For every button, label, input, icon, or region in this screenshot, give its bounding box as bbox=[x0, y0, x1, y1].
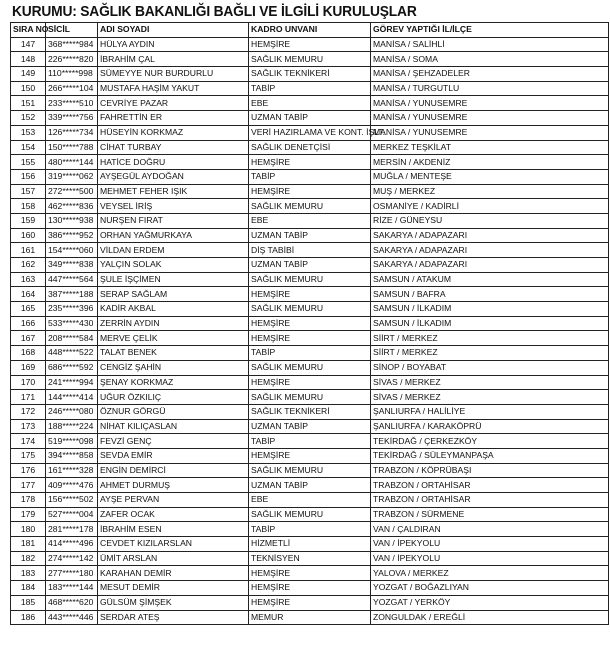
cell-gorev-yeri: ŞANLIURFA / HALİLİYE bbox=[371, 404, 609, 419]
cell-sira-no: 186 bbox=[11, 610, 46, 625]
cell-gorev-yeri: RİZE / GÜNEYSU bbox=[371, 213, 609, 228]
cell-sira-no: 182 bbox=[11, 551, 46, 566]
cell-adi-soyadi: VİLDAN ERDEM bbox=[98, 243, 249, 258]
cell-sicil: 480*****144 bbox=[46, 155, 98, 170]
cell-sicil: 527*****004 bbox=[46, 507, 98, 522]
cell-adi-soyadi: FEVZİ GENÇ bbox=[98, 434, 249, 449]
cell-kadro-unvani: TABİP bbox=[249, 346, 371, 361]
cell-sira-no: 157 bbox=[11, 184, 46, 199]
table-row bbox=[11, 96, 609, 111]
table-row bbox=[11, 81, 609, 96]
table-row bbox=[11, 434, 609, 449]
cell-gorev-yeri: SİİRT / MERKEZ bbox=[371, 346, 609, 361]
cell-adi-soyadi: SERAP SAĞLAM bbox=[98, 287, 249, 302]
cell-kadro-unvani: SAĞLIK MEMURU bbox=[249, 302, 371, 317]
cell-gorev-yeri: SİVAS / MERKEZ bbox=[371, 375, 609, 390]
cell-gorev-yeri: MANİSA / ŞEHZADELER bbox=[371, 67, 609, 82]
table-row bbox=[11, 199, 609, 214]
cell-gorev-yeri: MANİSA / YUNUSEMRE bbox=[371, 96, 609, 111]
cell-kadro-unvani: SAĞLIK MEMURU bbox=[249, 463, 371, 478]
table-row bbox=[11, 52, 609, 67]
document-title: KURUMU: SAĞLIK BAKANLIĞI BAĞLI VE İLGİLİ KURULUŞLAR bbox=[12, 3, 417, 20]
cell-sicil: 266*****104 bbox=[46, 81, 98, 96]
cell-adi-soyadi: AYŞE PERVAN bbox=[98, 493, 249, 508]
cell-sicil: 208*****584 bbox=[46, 331, 98, 346]
cell-kadro-unvani: DİŞ TABİBİ bbox=[249, 243, 371, 258]
cell-kadro-unvani: UZMAN TABİP bbox=[249, 419, 371, 434]
cell-sira-no: 147 bbox=[11, 37, 46, 52]
cell-sicil: 226*****820 bbox=[46, 52, 98, 67]
cell-gorev-yeri: SAKARYA / ADAPAZARI bbox=[371, 228, 609, 243]
cell-sira-no: 175 bbox=[11, 448, 46, 463]
cell-sicil: 519*****098 bbox=[46, 434, 98, 449]
header-sira-no: SIRA NO bbox=[11, 23, 46, 38]
cell-kadro-unvani: TABİP bbox=[249, 169, 371, 184]
cell-sira-no: 156 bbox=[11, 169, 46, 184]
header-gorev-yeri: GÖREV YAPTIĞI İL/İLÇE bbox=[371, 23, 609, 38]
cell-adi-soyadi: TALAT BENEK bbox=[98, 346, 249, 361]
cell-kadro-unvani: UZMAN TABİP bbox=[249, 111, 371, 126]
cell-sira-no: 163 bbox=[11, 272, 46, 287]
table-row bbox=[11, 37, 609, 52]
header-sicil: SİCİL bbox=[46, 23, 98, 38]
cell-kadro-unvani: SAĞLIK TEKNİKERİ bbox=[249, 404, 371, 419]
cell-sira-no: 181 bbox=[11, 537, 46, 552]
cell-gorev-yeri: YOZGAT / BOĞAZLIYAN bbox=[371, 581, 609, 596]
cell-kadro-unvani: HEMŞİRE bbox=[249, 155, 371, 170]
cell-gorev-yeri: YALOVA / MERKEZ bbox=[371, 566, 609, 581]
cell-adi-soyadi: CEVRİYE PAZAR bbox=[98, 96, 249, 111]
cell-sicil: 233*****510 bbox=[46, 96, 98, 111]
table-row bbox=[11, 346, 609, 361]
table-row bbox=[11, 463, 609, 478]
cell-gorev-yeri: SİNOP / BOYABAT bbox=[371, 360, 609, 375]
cell-sira-no: 174 bbox=[11, 434, 46, 449]
cell-sicil: 126*****734 bbox=[46, 125, 98, 140]
cell-kadro-unvani: SAĞLIK MEMURU bbox=[249, 272, 371, 287]
cell-adi-soyadi: SEVDA EMİR bbox=[98, 448, 249, 463]
cell-sira-no: 166 bbox=[11, 316, 46, 331]
cell-sicil: 339*****756 bbox=[46, 111, 98, 126]
table-row bbox=[11, 493, 609, 508]
cell-kadro-unvani: HEMŞİRE bbox=[249, 316, 371, 331]
cell-sira-no: 179 bbox=[11, 507, 46, 522]
cell-sicil: 183*****144 bbox=[46, 581, 98, 596]
cell-kadro-unvani: SAĞLIK TEKNİKERİ bbox=[249, 67, 371, 82]
cell-adi-soyadi: MERVE ÇELİK bbox=[98, 331, 249, 346]
cell-sicil: 533*****430 bbox=[46, 316, 98, 331]
cell-adi-soyadi: YALÇIN SOLAK bbox=[98, 258, 249, 273]
cell-adi-soyadi: UĞUR ÖZKILIÇ bbox=[98, 390, 249, 405]
cell-kadro-unvani: EBE bbox=[249, 96, 371, 111]
cell-sira-no: 185 bbox=[11, 595, 46, 610]
cell-sira-no: 150 bbox=[11, 81, 46, 96]
cell-gorev-yeri: SAKARYA / ADAPAZARI bbox=[371, 258, 609, 273]
cell-sicil: 272*****500 bbox=[46, 184, 98, 199]
table-row bbox=[11, 228, 609, 243]
cell-kadro-unvani: HİZMETLİ bbox=[249, 537, 371, 552]
cell-gorev-yeri: MUĞLA / MENTEŞE bbox=[371, 169, 609, 184]
cell-gorev-yeri: ZONGULDAK / EREĞLİ bbox=[371, 610, 609, 625]
cell-sicil: 686*****592 bbox=[46, 360, 98, 375]
cell-sira-no: 162 bbox=[11, 258, 46, 273]
cell-adi-soyadi: MEHMET FEHER IŞIK bbox=[98, 184, 249, 199]
cell-sira-no: 171 bbox=[11, 390, 46, 405]
table-row bbox=[11, 184, 609, 199]
table-row bbox=[11, 111, 609, 126]
cell-kadro-unvani: HEMŞİRE bbox=[249, 37, 371, 52]
cell-sira-no: 180 bbox=[11, 522, 46, 537]
cell-gorev-yeri: SAMSUN / İLKADIM bbox=[371, 302, 609, 317]
cell-sicil: 319*****062 bbox=[46, 169, 98, 184]
cell-gorev-yeri: SAMSUN / BAFRA bbox=[371, 287, 609, 302]
cell-gorev-yeri: SİİRT / MERKEZ bbox=[371, 331, 609, 346]
cell-adi-soyadi: ÜMİT ARSLAN bbox=[98, 551, 249, 566]
table-row bbox=[11, 67, 609, 82]
cell-sicil: 386*****952 bbox=[46, 228, 98, 243]
cell-kadro-unvani: HEMŞİRE bbox=[249, 287, 371, 302]
cell-gorev-yeri: MANİSA / TURGUTLU bbox=[371, 81, 609, 96]
cell-sicil: 235*****396 bbox=[46, 302, 98, 317]
table-row bbox=[11, 272, 609, 287]
cell-adi-soyadi: NİHAT KILIÇASLAN bbox=[98, 419, 249, 434]
cell-adi-soyadi: VEYSEL İRİŞ bbox=[98, 199, 249, 214]
cell-sicil: 241*****994 bbox=[46, 375, 98, 390]
cell-gorev-yeri: MANİSA / SALİHLİ bbox=[371, 37, 609, 52]
cell-sira-no: 168 bbox=[11, 346, 46, 361]
cell-adi-soyadi: ORHAN YAĞMURKAYA bbox=[98, 228, 249, 243]
cell-sira-no: 176 bbox=[11, 463, 46, 478]
cell-sicil: 349*****838 bbox=[46, 258, 98, 273]
cell-adi-soyadi: FAHRETTİN ER bbox=[98, 111, 249, 126]
cell-adi-soyadi: AHMET DURMUŞ bbox=[98, 478, 249, 493]
cell-adi-soyadi: İBRAHİM ESEN bbox=[98, 522, 249, 537]
cell-sira-no: 169 bbox=[11, 360, 46, 375]
cell-adi-soyadi: ENGİN DEMİRCİ bbox=[98, 463, 249, 478]
cell-kadro-unvani: SAĞLIK MEMURU bbox=[249, 199, 371, 214]
cell-kadro-unvani: HEMŞİRE bbox=[249, 566, 371, 581]
cell-sira-no: 153 bbox=[11, 125, 46, 140]
cell-kadro-unvani: UZMAN TABİP bbox=[249, 478, 371, 493]
table-row bbox=[11, 125, 609, 140]
table-row bbox=[11, 610, 609, 625]
cell-sira-no: 158 bbox=[11, 199, 46, 214]
table-row bbox=[11, 243, 609, 258]
table-row bbox=[11, 419, 609, 434]
header-adi-soyadi: ADI SOYADI bbox=[98, 23, 249, 38]
cell-sicil: 447*****564 bbox=[46, 272, 98, 287]
cell-kadro-unvani: VERİ HAZIRLAMA VE KONT. İŞLT. bbox=[249, 125, 371, 140]
cell-gorev-yeri: SİVAS / MERKEZ bbox=[371, 390, 609, 405]
cell-sicil: 281*****178 bbox=[46, 522, 98, 537]
cell-adi-soyadi: SÜMEYYE NUR BURDURLU bbox=[98, 67, 249, 82]
cell-sicil: 156*****502 bbox=[46, 493, 98, 508]
cell-gorev-yeri: VAN / İPEKYOLU bbox=[371, 551, 609, 566]
cell-sicil: 409*****476 bbox=[46, 478, 98, 493]
cell-sicil: 246*****080 bbox=[46, 404, 98, 419]
cell-sicil: 144*****414 bbox=[46, 390, 98, 405]
cell-sira-no: 172 bbox=[11, 404, 46, 419]
cell-sira-no: 184 bbox=[11, 581, 46, 596]
table-row bbox=[11, 331, 609, 346]
table-row bbox=[11, 155, 609, 170]
cell-adi-soyadi: İBRAHİM ÇAL bbox=[98, 52, 249, 67]
cell-sira-no: 164 bbox=[11, 287, 46, 302]
cell-adi-soyadi: CENGİZ ŞAHİN bbox=[98, 360, 249, 375]
cell-gorev-yeri: MERKEZ TEŞKİLAT bbox=[371, 140, 609, 155]
cell-adi-soyadi: HÜLYA AYDIN bbox=[98, 37, 249, 52]
cell-adi-soyadi: NURŞEN FIRAT bbox=[98, 213, 249, 228]
cell-kadro-unvani: HEMŞİRE bbox=[249, 595, 371, 610]
cell-kadro-unvani: UZMAN TABİP bbox=[249, 228, 371, 243]
table-row bbox=[11, 595, 609, 610]
cell-gorev-yeri: ŞANLIURFA / KARAKÖPRÜ bbox=[371, 419, 609, 434]
cell-adi-soyadi: ÖZNUR GÖRGÜ bbox=[98, 404, 249, 419]
table-row bbox=[11, 169, 609, 184]
cell-kadro-unvani: TEKNİSYEN bbox=[249, 551, 371, 566]
cell-sicil: 130*****938 bbox=[46, 213, 98, 228]
cell-gorev-yeri: MANİSA / SOMA bbox=[371, 52, 609, 67]
cell-kadro-unvani: TABİP bbox=[249, 81, 371, 96]
cell-adi-soyadi: ŞULE İŞÇİMEN bbox=[98, 272, 249, 287]
cell-gorev-yeri: TEKİRDAĞ / ÇERKEZKÖY bbox=[371, 434, 609, 449]
cell-gorev-yeri: MANİSA / YUNUSEMRE bbox=[371, 125, 609, 140]
cell-sicil: 443*****446 bbox=[46, 610, 98, 625]
cell-sicil: 154*****060 bbox=[46, 243, 98, 258]
cell-adi-soyadi: HATİCE DOĞRU bbox=[98, 155, 249, 170]
cell-kadro-unvani: HEMŞİRE bbox=[249, 184, 371, 199]
cell-gorev-yeri: TEKİRDAĞ / SÜLEYMANPAŞA bbox=[371, 448, 609, 463]
cell-gorev-yeri: TRABZON / ORTAHİSAR bbox=[371, 478, 609, 493]
table-row bbox=[11, 581, 609, 596]
cell-adi-soyadi: ZERRİN AYDIN bbox=[98, 316, 249, 331]
cell-kadro-unvani: HEMŞİRE bbox=[249, 581, 371, 596]
cell-sira-no: 160 bbox=[11, 228, 46, 243]
cell-adi-soyadi: GÜLSÜM ŞİMŞEK bbox=[98, 595, 249, 610]
cell-sira-no: 151 bbox=[11, 96, 46, 111]
cell-sira-no: 159 bbox=[11, 213, 46, 228]
table-row bbox=[11, 566, 609, 581]
cell-sicil: 387*****188 bbox=[46, 287, 98, 302]
cell-kadro-unvani: TABİP bbox=[249, 434, 371, 449]
cell-kadro-unvani: HEMŞİRE bbox=[249, 375, 371, 390]
cell-kadro-unvani: UZMAN TABİP bbox=[249, 258, 371, 273]
cell-sicil: 188*****224 bbox=[46, 419, 98, 434]
cell-gorev-yeri: TRABZON / SÜRMENE bbox=[371, 507, 609, 522]
cell-sira-no: 152 bbox=[11, 111, 46, 126]
cell-gorev-yeri: SAKARYA / ADAPAZARI bbox=[371, 243, 609, 258]
cell-adi-soyadi: AYŞEGÜL AYDOĞAN bbox=[98, 169, 249, 184]
cell-adi-soyadi: HÜSEYİN KORKMAZ bbox=[98, 125, 249, 140]
cell-kadro-unvani: SAĞLIK MEMURU bbox=[249, 52, 371, 67]
cell-gorev-yeri: VAN / ÇALDIRAN bbox=[371, 522, 609, 537]
cell-sira-no: 167 bbox=[11, 331, 46, 346]
cell-sira-no: 183 bbox=[11, 566, 46, 581]
cell-sicil: 161*****328 bbox=[46, 463, 98, 478]
table-header-row bbox=[11, 23, 609, 38]
cell-sira-no: 165 bbox=[11, 302, 46, 317]
table-row bbox=[11, 404, 609, 419]
cell-sira-no: 148 bbox=[11, 52, 46, 67]
cell-sicil: 414*****496 bbox=[46, 537, 98, 552]
cell-kadro-unvani: EBE bbox=[249, 493, 371, 508]
cell-adi-soyadi: KADİR AKBAL bbox=[98, 302, 249, 317]
cell-kadro-unvani: EBE bbox=[249, 213, 371, 228]
cell-kadro-unvani: HEMŞİRE bbox=[249, 331, 371, 346]
cell-sicil: 468*****620 bbox=[46, 595, 98, 610]
table-row bbox=[11, 213, 609, 228]
cell-kadro-unvani: SAĞLIK MEMURU bbox=[249, 360, 371, 375]
cell-sicil: 110*****998 bbox=[46, 67, 98, 82]
cell-sira-no: 178 bbox=[11, 493, 46, 508]
cell-gorev-yeri: TRABZON / ORTAHİSAR bbox=[371, 493, 609, 508]
cell-kadro-unvani: SAĞLIK MEMURU bbox=[249, 507, 371, 522]
header-kadro-unvani: KADRO UNVANI bbox=[249, 23, 371, 38]
table-row bbox=[11, 537, 609, 552]
cell-adi-soyadi: KARAHAN DEMİR bbox=[98, 566, 249, 581]
cell-kadro-unvani: HEMŞİRE bbox=[249, 448, 371, 463]
cell-sira-no: 154 bbox=[11, 140, 46, 155]
table-row bbox=[11, 316, 609, 331]
cell-gorev-yeri: OSMANİYE / KADİRLİ bbox=[371, 199, 609, 214]
cell-gorev-yeri: SAMSUN / ATAKUM bbox=[371, 272, 609, 287]
cell-sicil: 394*****858 bbox=[46, 448, 98, 463]
cell-sira-no: 155 bbox=[11, 155, 46, 170]
cell-gorev-yeri: YOZGAT / YERKÖY bbox=[371, 595, 609, 610]
cell-gorev-yeri: TRABZON / KÖPRÜBAŞI bbox=[371, 463, 609, 478]
cell-kadro-unvani: TABİP bbox=[249, 522, 371, 537]
cell-sira-no: 170 bbox=[11, 375, 46, 390]
cell-gorev-yeri: VAN / İPEKYOLU bbox=[371, 537, 609, 552]
cell-gorev-yeri: SAMSUN / İLKADIM bbox=[371, 316, 609, 331]
table-row bbox=[11, 522, 609, 537]
cell-adi-soyadi: ŞENAY KORKMAZ bbox=[98, 375, 249, 390]
cell-adi-soyadi: CEVDET KIZILARSLAN bbox=[98, 537, 249, 552]
table-row bbox=[11, 258, 609, 273]
cell-gorev-yeri: MUŞ / MERKEZ bbox=[371, 184, 609, 199]
table-row bbox=[11, 140, 609, 155]
cell-kadro-unvani: SAĞLIK DENETÇİSİ bbox=[249, 140, 371, 155]
cell-kadro-unvani: SAĞLIK MEMURU bbox=[249, 390, 371, 405]
cell-sira-no: 161 bbox=[11, 243, 46, 258]
cell-adi-soyadi: SERDAR ATEŞ bbox=[98, 610, 249, 625]
table-row bbox=[11, 551, 609, 566]
cell-adi-soyadi: CİHAT TURBAY bbox=[98, 140, 249, 155]
table-row bbox=[11, 302, 609, 317]
cell-adi-soyadi: MESUT DEMİR bbox=[98, 581, 249, 596]
cell-adi-soyadi: ZAFER OCAK bbox=[98, 507, 249, 522]
cell-sira-no: 149 bbox=[11, 67, 46, 82]
cell-sicil: 274*****142 bbox=[46, 551, 98, 566]
cell-sicil: 150*****788 bbox=[46, 140, 98, 155]
cell-kadro-unvani: MEMUR bbox=[249, 610, 371, 625]
table-row bbox=[11, 375, 609, 390]
cell-adi-soyadi: MUSTAFA HAŞİM YAKUT bbox=[98, 81, 249, 96]
cell-sira-no: 177 bbox=[11, 478, 46, 493]
cell-sicil: 277*****180 bbox=[46, 566, 98, 581]
table-row bbox=[11, 390, 609, 405]
cell-sicil: 368*****984 bbox=[46, 37, 98, 52]
personnel-table bbox=[10, 22, 609, 625]
cell-sira-no: 173 bbox=[11, 419, 46, 434]
table-row bbox=[11, 448, 609, 463]
cell-gorev-yeri: MANİSA / YUNUSEMRE bbox=[371, 111, 609, 126]
cell-sicil: 462*****836 bbox=[46, 199, 98, 214]
cell-gorev-yeri: MERSİN / AKDENİZ bbox=[371, 155, 609, 170]
cell-sicil: 448*****522 bbox=[46, 346, 98, 361]
table-row bbox=[11, 360, 609, 375]
table-row bbox=[11, 287, 609, 302]
table-row bbox=[11, 478, 609, 493]
table-row bbox=[11, 507, 609, 522]
